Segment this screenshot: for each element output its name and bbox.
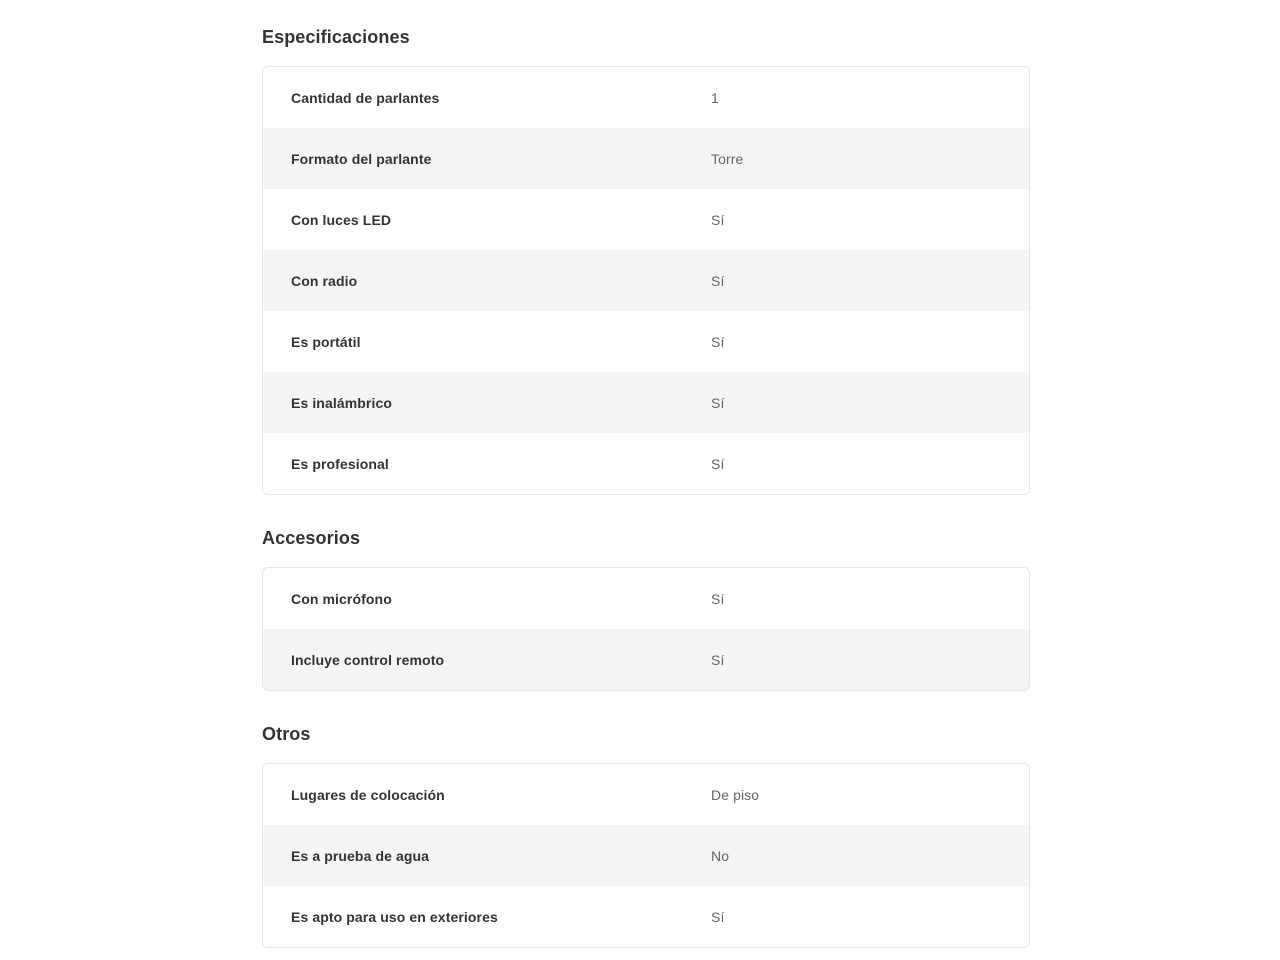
spec-section [262,527,1030,691]
spec-label: Es profesional [291,455,389,472]
spec-row [263,128,1029,189]
spec-row [263,764,1029,825]
spec-value: Torre [711,150,744,167]
spec-row [263,825,1029,886]
spec-row [263,568,1029,629]
spec-label: Formato del parlante [291,150,432,167]
spec-row [263,311,1029,372]
spec-value: De piso [711,786,760,803]
spec-label: Con micrófono [291,590,392,607]
specs-content [262,26,1030,960]
spec-value: Sí [711,394,725,411]
spec-table [262,763,1030,948]
spec-value: Sí [711,908,725,925]
section-title: Accesorios [262,528,361,548]
spec-row [263,250,1029,311]
spec-value: Sí [711,333,725,350]
spec-label: Con radio [291,272,358,289]
spec-row [263,886,1029,947]
spec-value: Sí [711,455,725,472]
spec-value: Sí [711,651,725,668]
spec-label: Es a prueba de agua [291,847,430,864]
spec-label: Cantidad de parlantes [291,89,440,106]
spec-value: Sí [711,272,725,289]
spec-table [262,66,1030,495]
spec-section [262,26,1030,495]
spec-label: Es inalámbrico [291,394,392,411]
spec-label: Es apto para uso en exteriores [291,908,498,925]
spec-row [263,433,1029,494]
spec-row [263,629,1029,690]
spec-value: Sí [711,590,725,607]
spec-section [262,723,1030,948]
spec-label: Con luces LED [291,211,392,228]
spec-row [263,189,1029,250]
spec-value: Sí [711,211,725,228]
spec-label: Es portátil [291,333,361,350]
spec-table [262,567,1030,691]
spec-row [263,372,1029,433]
spec-label: Incluye control remoto [291,651,445,668]
spec-label: Lugares de colocación [291,786,445,803]
spec-row [263,67,1029,128]
spec-value: 1 [711,89,719,106]
section-title: Otros [262,724,311,744]
spec-value: No [711,847,730,864]
section-title: Especificaciones [262,27,410,47]
